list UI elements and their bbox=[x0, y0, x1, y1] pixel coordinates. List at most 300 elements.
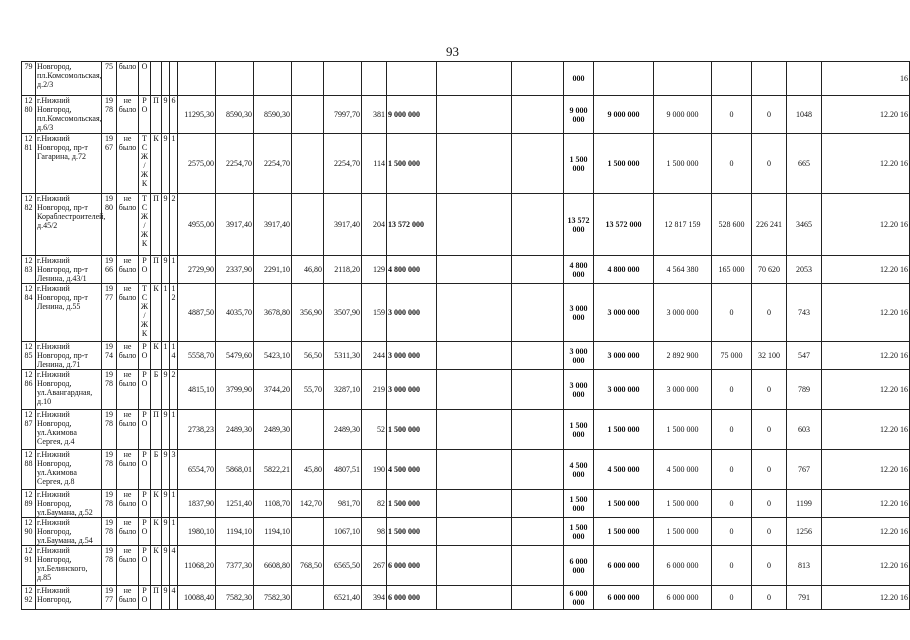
cell-year: 19 78 bbox=[102, 410, 117, 450]
cell-area-total: 10088,40 bbox=[178, 586, 216, 610]
cell-area-residential: 3678,80 bbox=[254, 284, 292, 342]
cell-floors: 9 bbox=[162, 450, 170, 490]
cell-address: г.Нижний Новгород, пр-т Ленина, д.43/1 bbox=[36, 256, 102, 284]
cell-cost-total: 4 500 000 bbox=[387, 450, 437, 490]
cell-blank-2 bbox=[512, 194, 564, 256]
cell-address: г.Нижний Новгород, пр-т Гагарина, д.72 bbox=[36, 134, 102, 194]
cell-residents: 394 bbox=[362, 586, 387, 610]
cell-cost-owners: 0 bbox=[752, 96, 787, 134]
cell-cost-fund: 3 000 000 bbox=[654, 370, 712, 410]
cell-area-nonresidential bbox=[292, 134, 324, 194]
cell-entrances: 1 bbox=[170, 490, 178, 518]
cell-cost-total-2: 1 500 000 bbox=[594, 490, 654, 518]
cell-cost-budget bbox=[712, 62, 752, 96]
cell-management: Р О bbox=[139, 490, 151, 518]
cell-cost-budget: 0 bbox=[712, 490, 752, 518]
cell-cost-per-m2: 2053 bbox=[787, 256, 822, 284]
cell-floors: 9 bbox=[162, 194, 170, 256]
cell-cost-block: 3 000 000 bbox=[564, 284, 594, 342]
cell-area-total: 4815,10 bbox=[178, 370, 216, 410]
cell-floors bbox=[162, 62, 170, 96]
cell-blank-1 bbox=[437, 410, 512, 450]
cell-cost-block: 1 500 000 bbox=[564, 410, 594, 450]
cell-area-nonresidential bbox=[292, 410, 324, 450]
cell-residents: 114 bbox=[362, 134, 387, 194]
cell-cost-budget: 75 000 bbox=[712, 342, 752, 370]
cell-deadline: 12.20 16 bbox=[822, 490, 910, 518]
cell-entrances: 4 bbox=[170, 546, 178, 586]
cell-blank-1 bbox=[437, 134, 512, 194]
cell-deadline: 12.20 16 bbox=[822, 370, 910, 410]
cell-cost-budget: 0 bbox=[712, 410, 752, 450]
cell-management: О bbox=[139, 62, 151, 96]
cell-area-owned: 5311,30 bbox=[324, 342, 362, 370]
cell-material: П bbox=[151, 194, 162, 256]
cell-area-owned: 3507,90 bbox=[324, 284, 362, 342]
cell-year: 19 78 bbox=[102, 450, 117, 490]
cell-deadline: 12.20 16 bbox=[822, 518, 910, 546]
cell-cost-total-2: 3 000 000 bbox=[594, 284, 654, 342]
table-row bbox=[22, 256, 910, 284]
cell-material bbox=[151, 62, 162, 96]
cell-floors: 9 bbox=[162, 518, 170, 546]
cell-blank-1 bbox=[437, 518, 512, 546]
cell-cost-total-2: 1 500 000 bbox=[594, 518, 654, 546]
cell-blank-2 bbox=[512, 490, 564, 518]
cell-area-residential: 1194,10 bbox=[254, 518, 292, 546]
cell-row-number: 12 81 bbox=[22, 134, 36, 194]
cell-cost-budget: 0 bbox=[712, 96, 752, 134]
table-row bbox=[22, 96, 910, 134]
cell-cost-budget: 0 bbox=[712, 518, 752, 546]
cell-address: г.Нижний Новгород, пл.Комсомольская, д.6/3 bbox=[37, 96, 102, 132]
cell-area-nonresidential bbox=[292, 62, 324, 96]
cell-material: К bbox=[151, 284, 162, 342]
cell-material: П bbox=[151, 586, 162, 610]
cell-cost-per-m2: 1199 bbox=[787, 490, 822, 518]
cell-row-number: 12 89 bbox=[22, 490, 36, 518]
cell-row-number: 12 87 bbox=[22, 410, 36, 450]
cell-status: не было bbox=[117, 96, 139, 134]
cell-area-total: 1837,90 bbox=[178, 490, 216, 518]
cell-cost-fund: 1 500 000 bbox=[654, 410, 712, 450]
cell-area-nonresidential bbox=[292, 96, 324, 134]
cell-material: К bbox=[151, 490, 162, 518]
cell-entrances: 1 2 bbox=[170, 284, 178, 342]
cell-entrances: 2 bbox=[170, 194, 178, 256]
cell-blank-2 bbox=[512, 342, 564, 370]
cell-area-residential: 2254,70 bbox=[254, 134, 292, 194]
cell-year: 19 77 bbox=[102, 586, 117, 610]
cell-row-number: 12 85 bbox=[22, 342, 36, 370]
cell-material: К bbox=[151, 134, 162, 194]
cell-area-residential bbox=[254, 62, 292, 96]
cell-area-living: 8590,30 bbox=[216, 96, 254, 134]
cell-address: г.Нижний Новгород, ул.Белинского, д.85 bbox=[36, 546, 102, 586]
cell-cost-fund: 6 000 000 bbox=[654, 546, 712, 586]
cell-area-total: 1980,10 bbox=[178, 518, 216, 546]
cell-cost-per-m2: 1256 bbox=[787, 518, 822, 546]
cell-cost-per-m2: 547 bbox=[787, 342, 822, 370]
cell-residents: 52 bbox=[362, 410, 387, 450]
cell-entrances: 4 bbox=[170, 586, 178, 610]
cell-address: Новгород, пл.Комсомольская, д.2/3 bbox=[36, 62, 102, 96]
cell-area-living: 3917,40 bbox=[216, 194, 254, 256]
cell-blank-1 bbox=[437, 96, 512, 134]
cell-material: П bbox=[151, 96, 162, 134]
cell-area-total: 6554,70 bbox=[178, 450, 216, 490]
cell-status: не было bbox=[117, 134, 139, 194]
cell-cost-block: 000 bbox=[564, 62, 594, 96]
cell-cost-fund: 1 500 000 bbox=[654, 134, 712, 194]
cell-material: К bbox=[151, 518, 162, 546]
cell-floors: 1 bbox=[162, 284, 170, 342]
cell-area-residential: 8590,30 bbox=[254, 96, 292, 134]
cell-cost-per-m2 bbox=[787, 62, 822, 96]
cell-cost-owners: 70 620 bbox=[752, 256, 787, 284]
cell-blank-1 bbox=[437, 370, 512, 410]
cell-cost-total-2: 6 000 000 bbox=[594, 546, 654, 586]
cell-address: г.Нижний Новгород, ул.Акимова Сергея, д.4 bbox=[36, 410, 102, 450]
cell-address: г.Нижний Новгород, ул.Авангардная, д.10 bbox=[36, 370, 102, 410]
cell-area-nonresidential bbox=[292, 518, 324, 546]
cell-cost-budget: 528 600 bbox=[712, 194, 752, 256]
cell-cost-owners: 32 100 bbox=[752, 342, 787, 370]
cell-management: Р О bbox=[139, 342, 151, 370]
cell-area-owned: 2254,70 bbox=[324, 134, 362, 194]
cell-cost-block: 1 500 000 bbox=[564, 490, 594, 518]
cell-area-owned: 1067,10 bbox=[324, 518, 362, 546]
cell-address: г.Нижний Новгород, ул.Баумана, д.54 bbox=[36, 518, 102, 546]
cell-floors: 9 bbox=[162, 546, 170, 586]
cell-status: не было bbox=[117, 490, 139, 518]
cell-status: не было bbox=[117, 546, 139, 586]
cell-blank-1 bbox=[437, 284, 512, 342]
cell-cost-owners: 0 bbox=[752, 134, 787, 194]
cell-management: Т С Ж / Ж К bbox=[139, 194, 151, 256]
cell-status: не было bbox=[117, 450, 139, 490]
cell-cost-total: 1 500 000 bbox=[387, 410, 437, 450]
cell-cost-budget: 0 bbox=[712, 284, 752, 342]
cell-cost-owners: 0 bbox=[752, 410, 787, 450]
cell-cost-block: 3 000 000 bbox=[564, 370, 594, 410]
cell-year: 19 77 bbox=[102, 284, 117, 342]
cell-cost-budget: 0 bbox=[712, 134, 752, 194]
cell-cost-owners: 0 bbox=[752, 490, 787, 518]
cell-residents: 190 bbox=[362, 450, 387, 490]
cell-area-living: 2254,70 bbox=[216, 134, 254, 194]
cell-cost-per-m2: 813 bbox=[787, 546, 822, 586]
cell-deadline: 12.20 16 bbox=[822, 342, 910, 370]
cell-blank-1 bbox=[437, 450, 512, 490]
cell-status: не было bbox=[117, 518, 139, 546]
cell-management: Т С Ж / Ж К bbox=[139, 134, 151, 194]
cell-blank-1 bbox=[437, 342, 512, 370]
cell-blank-1 bbox=[437, 256, 512, 284]
cell-cost-block: 1 500 000 bbox=[564, 134, 594, 194]
cell-entrances: 1 bbox=[170, 256, 178, 284]
table-row bbox=[22, 546, 910, 586]
cell-status: не было bbox=[117, 342, 139, 370]
cell-blank-2 bbox=[512, 370, 564, 410]
cell-row-number: 79 bbox=[22, 62, 36, 96]
cell-entrances: 2 bbox=[170, 370, 178, 410]
cell-year: 19 80 bbox=[102, 194, 117, 256]
cell-blank-2 bbox=[512, 284, 564, 342]
cell-row-number: 12 83 bbox=[22, 256, 36, 284]
cell-area-owned: 981,70 bbox=[324, 490, 362, 518]
cell-area-total: 5558,70 bbox=[178, 342, 216, 370]
cell-area-residential: 5423,10 bbox=[254, 342, 292, 370]
cell-cost-total: 3 000 000 bbox=[387, 370, 437, 410]
cell-blank-1 bbox=[437, 490, 512, 518]
cell-row-number: 12 84 bbox=[22, 284, 36, 342]
cell-cost-block: 4 500 000 bbox=[564, 450, 594, 490]
cell-residents: 159 bbox=[362, 284, 387, 342]
cell-cost-total-2: 4 500 000 bbox=[594, 450, 654, 490]
cell-area-owned: 3917,40 bbox=[324, 194, 362, 256]
cell-cost-total: 1 500 000 bbox=[387, 490, 437, 518]
cell-cost-fund: 2 892 900 bbox=[654, 342, 712, 370]
cell-cost-block: 6 000 000 bbox=[564, 586, 594, 610]
cell-floors: 9 bbox=[162, 410, 170, 450]
cell-area-total: 4887,50 bbox=[178, 284, 216, 342]
cell-floors: 9 bbox=[162, 370, 170, 410]
cell-cost-fund: 4 564 380 bbox=[654, 256, 712, 284]
cell-blank-2 bbox=[512, 586, 564, 610]
cell-year: 19 78 bbox=[102, 546, 117, 586]
cell-cost-budget: 0 bbox=[712, 450, 752, 490]
cell-blank-2 bbox=[512, 96, 564, 134]
cell-cost-block: 1 500 000 bbox=[564, 518, 594, 546]
table-row bbox=[22, 450, 910, 490]
cell-entrances: 3 bbox=[170, 450, 178, 490]
cell-cost-total-2: 1 500 000 bbox=[594, 410, 654, 450]
cell-management: Р О bbox=[139, 450, 151, 490]
cell-cost-total: 3 000 000 bbox=[387, 284, 437, 342]
cell-area-living: 1251,40 bbox=[216, 490, 254, 518]
cell-deadline: 12.20 16 bbox=[822, 96, 910, 134]
cell-cost-per-m2: 791 bbox=[787, 586, 822, 610]
cell-area-living: 1194,10 bbox=[216, 518, 254, 546]
cell-material: П bbox=[151, 256, 162, 284]
table-row bbox=[22, 586, 910, 610]
cell-cost-block: 3 000 000 bbox=[564, 342, 594, 370]
cell-status: не было bbox=[117, 410, 139, 450]
table-row bbox=[22, 134, 910, 194]
cell-year: 19 78 bbox=[102, 518, 117, 546]
cell-area-nonresidential: 142,70 bbox=[292, 490, 324, 518]
cell-cost-total-2 bbox=[594, 62, 654, 96]
cell-residents: 244 bbox=[362, 342, 387, 370]
cell-cost-block: 4 800 000 bbox=[564, 256, 594, 284]
cell-area-residential: 2489,30 bbox=[254, 410, 292, 450]
page-number: 93 bbox=[446, 44, 459, 59]
cell-address: г.Нижний Новгород, пр-т Ленина, д.55 bbox=[36, 284, 102, 342]
cell-area-living: 2337,90 bbox=[216, 256, 254, 284]
cell-deadline: 12.20 16 bbox=[822, 586, 910, 610]
cell-cost-total: 6 000 000 bbox=[387, 586, 437, 610]
table-row bbox=[22, 518, 910, 546]
cell-deadline: 12.20 16 bbox=[822, 194, 910, 256]
cell-status: не было bbox=[117, 370, 139, 410]
cell-address: г.Нижний Новгород, пр-т Ленина, д.71 bbox=[36, 342, 102, 370]
cell-cost-owners: 0 bbox=[752, 518, 787, 546]
cell-cost-owners: 0 bbox=[752, 370, 787, 410]
cell-cost-fund: 3 000 000 bbox=[654, 284, 712, 342]
cell-cost-total: 9 000 000 bbox=[387, 96, 437, 134]
table-row bbox=[22, 490, 910, 518]
cell-address: г.Нижний Новгород, ул.Акимова Сергея, д.8 bbox=[36, 450, 102, 490]
cell-residents: 82 bbox=[362, 490, 387, 518]
cell-deadline: 12.20 16 bbox=[822, 450, 910, 490]
cell-area-nonresidential: 46,80 bbox=[292, 256, 324, 284]
cell-area-living bbox=[216, 62, 254, 96]
cell-cost-budget: 165 000 bbox=[712, 256, 752, 284]
cell-cost-fund: 4 500 000 bbox=[654, 450, 712, 490]
cell-cost-fund: 9 000 000 bbox=[654, 96, 712, 134]
cell-area-living: 3799,90 bbox=[216, 370, 254, 410]
cell-area-total: 2729,90 bbox=[178, 256, 216, 284]
cell-blank-2 bbox=[512, 450, 564, 490]
cell-blank-2 bbox=[512, 518, 564, 546]
cell-area-nonresidential: 55,70 bbox=[292, 370, 324, 410]
cell-blank-1 bbox=[437, 546, 512, 586]
cell-entrances: 1 4 bbox=[170, 342, 178, 370]
cell-area-living: 5868,01 bbox=[216, 450, 254, 490]
cell-cost-fund bbox=[654, 62, 712, 96]
cell-row-number: 12 86 bbox=[22, 370, 36, 410]
cell-area-owned: 7997,70 bbox=[324, 96, 362, 134]
cell-floors: 1 bbox=[162, 342, 170, 370]
cell-area-nonresidential bbox=[292, 586, 324, 610]
cell-cost-total: 1 500 000 bbox=[387, 518, 437, 546]
cell-management: Р О bbox=[139, 96, 151, 134]
cell-year: 19 78 bbox=[102, 370, 117, 410]
cell-cost-total-2: 9 000 000 bbox=[594, 96, 654, 134]
cell-area-total: 11295,30 bbox=[178, 96, 216, 134]
cell-area-owned: 4807,51 bbox=[324, 450, 362, 490]
cell-year: 19 74 bbox=[102, 342, 117, 370]
cell-area-owned bbox=[324, 62, 362, 96]
cell-status: не было bbox=[117, 194, 139, 256]
cell-entrances bbox=[170, 62, 178, 96]
cell-cost-total: 13 572 000 bbox=[387, 194, 437, 256]
cell-area-residential: 5822,21 bbox=[254, 450, 292, 490]
cell-area-residential: 3744,20 bbox=[254, 370, 292, 410]
cell-material: Б bbox=[151, 370, 162, 410]
cell-cost-total: 1 500 000 bbox=[387, 134, 437, 194]
cell-area-living: 4035,70 bbox=[216, 284, 254, 342]
cell-address: г.Нижний Новгород, ул.Баумана, д.52 bbox=[36, 490, 102, 518]
cell-address: г.Нижний Новгород, bbox=[36, 586, 102, 610]
buildings-table bbox=[21, 61, 910, 610]
cell-row-number: 12 82 bbox=[22, 194, 36, 256]
cell-management: Р О bbox=[139, 256, 151, 284]
cell-floors: 9 bbox=[162, 96, 170, 134]
cell-area-residential: 7582,30 bbox=[254, 586, 292, 610]
cell-entrances: 1 bbox=[170, 518, 178, 546]
cell-blank-1 bbox=[437, 586, 512, 610]
cell-cost-per-m2: 1048 bbox=[787, 96, 822, 134]
cell-row-number: 12 88 bbox=[22, 450, 36, 490]
cell-area-living: 7582,30 bbox=[216, 586, 254, 610]
cell-area-total: 2738,23 bbox=[178, 410, 216, 450]
cell-area-total: 11068,20 bbox=[178, 546, 216, 586]
cell-residents: 98 bbox=[362, 518, 387, 546]
cell-deadline: 12.20 16 bbox=[822, 284, 910, 342]
cell-area-nonresidential: 45,80 bbox=[292, 450, 324, 490]
table-row bbox=[22, 62, 910, 96]
cell-year: 19 78 bbox=[102, 490, 117, 518]
cell-cost-owners: 0 bbox=[752, 546, 787, 586]
cell-management: Р О bbox=[139, 518, 151, 546]
cell-cost-block: 13 572 000 bbox=[564, 194, 594, 256]
cell-cost-owners: 0 bbox=[752, 586, 787, 610]
cell-cost-per-m2: 767 bbox=[787, 450, 822, 490]
cell-area-nonresidential: 768,50 bbox=[292, 546, 324, 586]
cell-deadline: 12.20 16 bbox=[822, 256, 910, 284]
cell-year: 19 67 bbox=[102, 134, 117, 194]
cell-cost-fund: 12 817 159 bbox=[654, 194, 712, 256]
cell-area-total: 2575,00 bbox=[178, 134, 216, 194]
cell-cost-budget: 0 bbox=[712, 370, 752, 410]
cell-area-nonresidential bbox=[292, 194, 324, 256]
cell-area-total bbox=[178, 62, 216, 96]
cell-deadline: 16 bbox=[822, 62, 910, 96]
cell-entrances: 1 bbox=[170, 134, 178, 194]
cell-status: не было bbox=[117, 586, 139, 610]
cell-deadline: 12.20 16 bbox=[822, 134, 910, 194]
cell-blank-2 bbox=[512, 410, 564, 450]
cell-cost-per-m2: 3465 bbox=[787, 194, 822, 256]
cell-management: Р О bbox=[139, 546, 151, 586]
cell-residents: 219 bbox=[362, 370, 387, 410]
cell-residents: 267 bbox=[362, 546, 387, 586]
cell-cost-fund: 1 500 000 bbox=[654, 490, 712, 518]
cell-material: К bbox=[151, 546, 162, 586]
cell-cost-budget: 0 bbox=[712, 586, 752, 610]
cell-area-owned: 2118,20 bbox=[324, 256, 362, 284]
cell-deadline: 12.20 16 bbox=[822, 546, 910, 586]
cell-management: Р О bbox=[139, 410, 151, 450]
cell-cost-total-2: 13 572 000 bbox=[594, 194, 654, 256]
cell-floors: 9 bbox=[162, 490, 170, 518]
cell-cost-total: 4 800 000 bbox=[387, 256, 437, 284]
cell-cost-budget: 0 bbox=[712, 546, 752, 586]
cell-blank-1 bbox=[437, 62, 512, 96]
cell-residents: 129 bbox=[362, 256, 387, 284]
cell-cost-total: 3 000 000 bbox=[387, 342, 437, 370]
cell-blank-2 bbox=[512, 256, 564, 284]
cell-blank-2 bbox=[512, 546, 564, 586]
cell-area-nonresidential: 356,90 bbox=[292, 284, 324, 342]
cell-cost-per-m2: 665 bbox=[787, 134, 822, 194]
cell-address: г.Нижний Новгород, пр-т Кораблестроителей, д.45/2 bbox=[36, 194, 102, 256]
cell-cost-total-2: 3 000 000 bbox=[594, 342, 654, 370]
table-row bbox=[22, 284, 910, 342]
cell-area-owned: 6521,40 bbox=[324, 586, 362, 610]
cell-status: не было bbox=[117, 284, 139, 342]
cell-cost-fund: 1 500 000 bbox=[654, 518, 712, 546]
cell-cost-owners: 0 bbox=[752, 450, 787, 490]
cell-management: Т С Ж / Ж К bbox=[139, 284, 151, 342]
cell-status: было bbox=[117, 62, 139, 96]
cell-cost-total-2: 6 000 000 bbox=[594, 586, 654, 610]
cell-row-number: 12 92 bbox=[22, 586, 36, 610]
cell-area-owned: 6565,50 bbox=[324, 546, 362, 586]
cell-residents: 381 bbox=[362, 96, 387, 134]
